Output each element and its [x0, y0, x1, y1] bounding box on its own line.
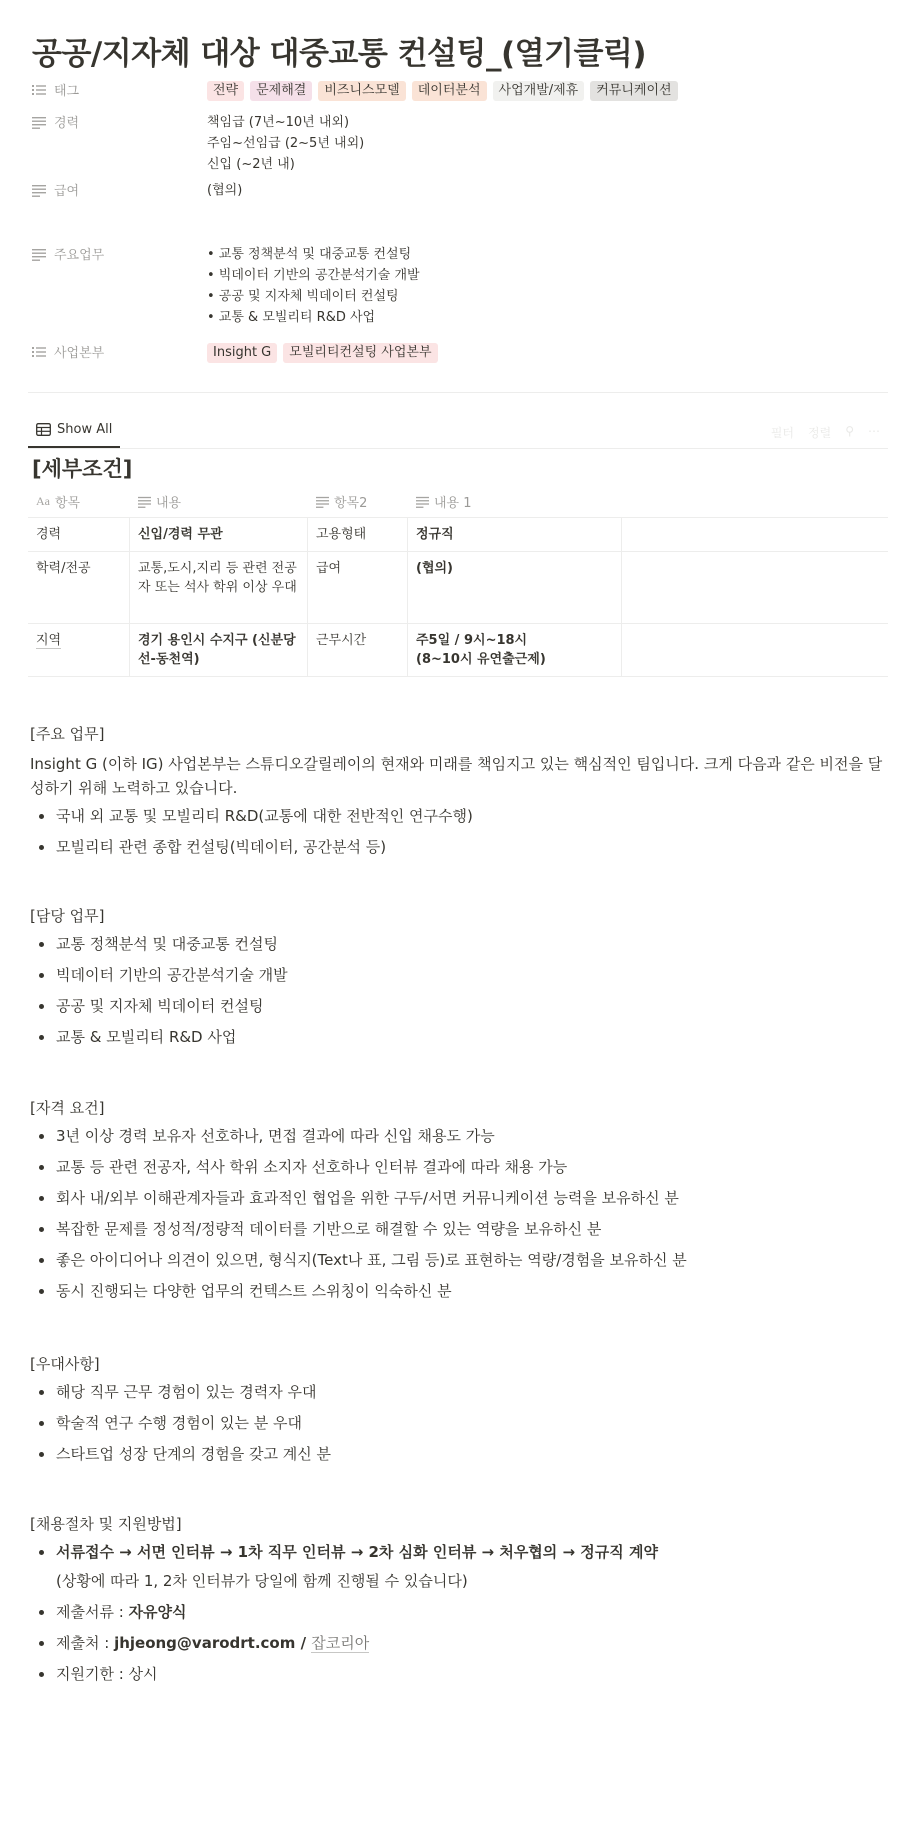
- list-item: 복잡한 문제를 정성적/정량적 데이터를 기반으로 해결할 수 있는 역량을 보유하신 분: [30, 1217, 886, 1241]
- column-header[interactable]: [408, 484, 622, 518]
- duty-line: • 공공 및 지자체 빅데이터 컨설팅: [207, 289, 399, 304]
- tag-problem-solving[interactable]: 문제해결: [250, 81, 312, 101]
- property-salary[interactable]: [32, 180, 892, 204]
- list-item: 모빌리티 관련 종합 컨설팅(빅데이터, 공간분석 등): [30, 835, 886, 859]
- list-item: 지원기한 : 상시: [30, 1662, 886, 1686]
- property-value: (협의): [207, 183, 243, 198]
- tag-mobility-consulting[interactable]: 모빌리티컨설팅 사업본부: [283, 343, 437, 363]
- section-main-work: [30, 722, 886, 866]
- property-name: [32, 180, 207, 199]
- section-heading: [주요 업무]: [30, 725, 105, 743]
- section-requirements: [30, 1096, 886, 1310]
- property-label: 태그: [54, 84, 80, 99]
- list-item: 스타트업 성장 단계의 경험을 갖고 계신 분: [30, 1442, 886, 1466]
- text-icon: [316, 495, 329, 508]
- search-icon[interactable]: ⚲: [845, 424, 854, 438]
- text-icon: [138, 495, 151, 508]
- property-value: [207, 244, 887, 328]
- list-item: 좋은 아이디어나 의견이 있으면, 형식지(Text나 표, 그림 등)로 표현하는 역량/경험을 보유하신 분: [30, 1248, 886, 1272]
- table-row[interactable]: [28, 518, 888, 552]
- section-heading: [채용절차 및 지원방법]: [30, 1515, 182, 1533]
- list-item: 국내 외 교통 및 모빌리티 R&D(교통에 대한 전반적인 연구수행): [30, 804, 886, 828]
- list-item: 교통 정책분석 및 대중교통 컨설팅: [30, 932, 886, 956]
- section-intro: Insight G (이하 IG) 사업본부는 스튜디오갈릴레이의 현재와 미래를 책임지고 있는 핵심적인 팀입니다. 크게 다음과 같은 비전을 달성하기 위해 노력하고 있습니다.: [30, 755, 883, 797]
- column-label: 항목: [55, 495, 81, 511]
- page-title: 공공/지자체 대상 대중교통 컨설팅_(열기클릭): [32, 36, 647, 72]
- cell[interactable]: 경기 용인시 수지구 (신분당선-동천역): [130, 624, 308, 676]
- table-row[interactable]: [28, 552, 888, 624]
- division-tags: [207, 342, 887, 363]
- cell-line: 주5일 / 9시~18시: [416, 633, 528, 648]
- section-preferences: [30, 1352, 886, 1473]
- tab-show-all[interactable]: [36, 422, 112, 437]
- list-item: 제출서류 : 자유양식: [30, 1600, 886, 1624]
- more-icon[interactable]: ⋯: [868, 424, 880, 438]
- tag-business-development[interactable]: 사업개발/제휴: [493, 81, 585, 101]
- list-item: 3년 이상 경력 보유자 선호하나, 면접 결과에 따라 신입 채용도 가능: [30, 1124, 886, 1148]
- property-name: [32, 244, 207, 263]
- property-name: [32, 342, 207, 361]
- view-divider: [28, 448, 888, 449]
- property-name: [32, 80, 207, 99]
- filter-button[interactable]: 필터: [770, 426, 795, 440]
- email-text: jhjeong@varodrt.com: [114, 1634, 296, 1652]
- text-icon: [32, 247, 46, 261]
- sort-button[interactable]: 정렬: [808, 426, 832, 440]
- career-line: 책임급 (7년~10년 내외): [207, 115, 350, 130]
- tag-communication[interactable]: 커뮤니케이션: [590, 81, 677, 101]
- tag-strategy[interactable]: 전략: [207, 81, 244, 101]
- cell[interactable]: 정규직: [408, 518, 622, 551]
- list-item: 빅데이터 기반의 공간분석기술 개발: [30, 963, 886, 987]
- column-header[interactable]: [130, 484, 308, 518]
- text-icon: [416, 495, 429, 508]
- cell[interactable]: 급여: [308, 552, 408, 623]
- view-toolbar: [771, 424, 880, 441]
- multi-select-icon: [32, 345, 46, 359]
- bullet-list: [30, 932, 886, 1049]
- list-item: 동시 진행되는 다양한 업무의 컨텍스트 스위칭이 익숙하신 분: [30, 1279, 886, 1303]
- tag-business-model[interactable]: 비즈니스모델: [318, 81, 405, 101]
- property-name: [32, 112, 207, 131]
- section-assigned-work: [30, 904, 886, 1056]
- property-tags[interactable]: [32, 80, 892, 104]
- list-item: 서류접수 → 서면 인터뷰 → 1차 직무 인터뷰 → 2차 심화 인터뷰 → 처우협의 → 정규직 계약: [30, 1540, 886, 1564]
- career-line: 주임~선임급 (2~5년 내외): [207, 136, 365, 151]
- cell[interactable]: [408, 624, 622, 676]
- list-item: 학술적 연구 수행 경험이 있는 분 우대: [30, 1411, 886, 1435]
- bullet-list: [30, 1540, 886, 1564]
- duty-line: • 교통 & 모빌리티 R&D 사업: [207, 310, 376, 325]
- property-label: 주요업무: [54, 248, 105, 263]
- title-property-icon: Aa: [36, 493, 50, 508]
- text-icon: [32, 183, 46, 197]
- process-note: (상황에 따라 1, 2차 인터뷰가 당일에 함께 진행될 수 있습니다): [56, 1572, 468, 1590]
- cell[interactable]: 고용형태: [308, 518, 408, 551]
- cell-title[interactable]: 지역: [28, 624, 130, 676]
- table-icon: [36, 423, 51, 436]
- bullet-list: [30, 1380, 886, 1466]
- jobkorea-link[interactable]: 잡코리아: [311, 1634, 370, 1652]
- multi-select-icon: [32, 83, 46, 97]
- column-header[interactable]: [308, 484, 408, 518]
- cell-line: (8~10시 유연출근제): [416, 652, 546, 667]
- tag-data-analysis[interactable]: 데이터분석: [412, 81, 487, 101]
- property-division[interactable]: [32, 342, 892, 366]
- divider: [28, 392, 888, 393]
- tag-list: [207, 80, 887, 101]
- table-row[interactable]: [28, 624, 888, 677]
- cell[interactable]: (협의): [408, 552, 622, 623]
- section-heading: [담당 업무]: [30, 907, 105, 925]
- section-process: [30, 1512, 886, 1693]
- column-label: 내용 1: [434, 495, 472, 511]
- property-label: 경력: [54, 116, 80, 131]
- bullet-list: [30, 804, 886, 859]
- tab-label: Show All: [57, 422, 113, 437]
- table-header: [28, 484, 888, 518]
- bullet-list: [30, 1600, 886, 1686]
- property-label: 사업본부: [54, 346, 105, 361]
- column-label: 내용: [156, 495, 182, 511]
- column-label: 항목2: [334, 495, 368, 511]
- list-item: 제출처 : jhjeong@varodrt.com / 잡코리아: [30, 1631, 886, 1655]
- property-career[interactable]: [32, 112, 892, 178]
- text-icon: [32, 115, 46, 129]
- list-item: 해당 직무 근무 경험이 있는 경력자 우대: [30, 1380, 886, 1404]
- property-duties[interactable]: [32, 244, 892, 332]
- bullet-list: [30, 1124, 886, 1303]
- cell[interactable]: 근무시간: [308, 624, 408, 676]
- cell[interactable]: 신입/경력 무관: [130, 518, 308, 551]
- cell[interactable]: 교통,도시,지리 등 관련 전공자 또는 석사 학위 이상 우대: [130, 552, 308, 623]
- cell-title[interactable]: 학력/전공: [28, 552, 130, 623]
- column-header[interactable]: [28, 484, 130, 518]
- cell-title[interactable]: 경력: [28, 518, 130, 551]
- list-item: 교통 등 관련 전공자, 석사 학위 소지자 선호하나 인터뷰 결과에 따라 채용 가능: [30, 1155, 886, 1179]
- list-item: 공공 및 지자체 빅데이터 컨설팅: [30, 994, 886, 1018]
- duty-line: • 빅데이터 기반의 공간분석기술 개발: [207, 268, 420, 283]
- section-heading: [우대사항]: [30, 1355, 100, 1373]
- list-item: 회사 내/외부 이해관계자들과 효과적인 협업을 위한 구두/서면 커뮤니케이션 능력을 보유하신 분: [30, 1186, 886, 1210]
- duty-line: • 교통 정책분석 및 대중교통 컨설팅: [207, 247, 412, 262]
- property-value: [207, 112, 887, 175]
- property-label: 급여: [54, 184, 80, 199]
- section-heading: [자격 요건]: [30, 1099, 105, 1117]
- database-title: [세부조건]: [32, 457, 133, 481]
- tag-insight-g[interactable]: Insight G: [207, 343, 277, 363]
- career-line: 신입 (~2년 내): [207, 157, 295, 172]
- list-item: 교통 & 모빌리티 R&D 사업: [30, 1025, 886, 1049]
